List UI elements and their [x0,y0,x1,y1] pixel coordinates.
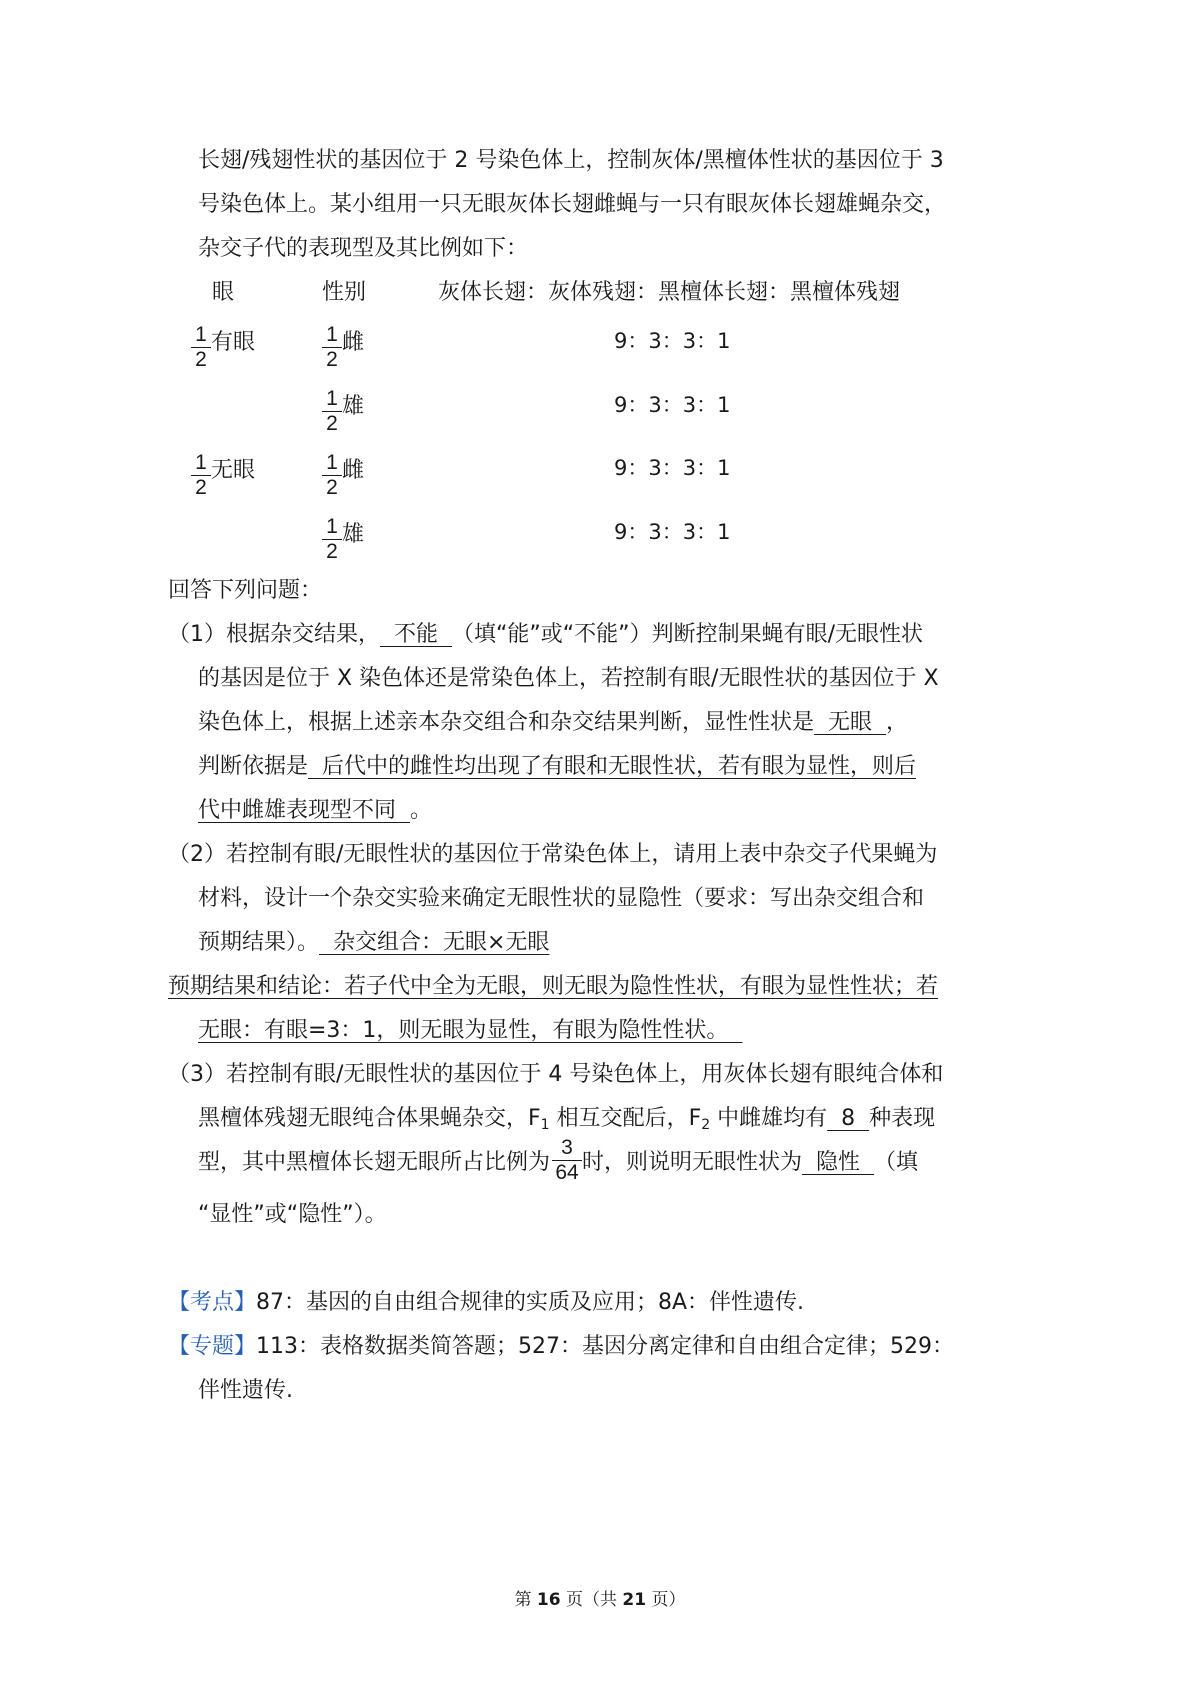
q2-text: 预期结果）。 [198,930,320,955]
fraction-denominator: 2 [326,412,338,435]
q1-answer-1: 不能 [380,622,452,647]
q3-line-4: “显性”或“隐性”）。 [198,1202,387,1227]
fraction-numerator: 3 [561,1136,573,1159]
q2-answer-text: 无眼：有眼=3：1，则无眼为显性，有眼为隐性性状。 [198,1018,743,1043]
q2-answer-2 [168,972,938,1002]
q3-text: （填 [874,1150,919,1175]
footer-text: 页（共 [560,1590,623,1610]
q3-text: 种表现 [869,1106,936,1131]
fraction-numerator: 1 [326,387,338,410]
page-number: 16 [536,1590,561,1610]
q3-line-1: （3）若控制有眼/无眼性状的基因位于 4 号染色体上，用灰体长翅有眼纯合体和 [168,1062,944,1087]
q3-answer-1: 8 [827,1106,870,1131]
q1-text: ， [886,710,909,735]
table-header-eye: 眼 [212,280,235,305]
table-header-sex: 性别 [322,280,367,305]
q1-line-3 [198,708,908,738]
subscript: 2 [701,1117,711,1133]
q1-text: 。 [410,798,433,823]
q3-fraction [552,1138,582,1183]
q2-answer-text: 预期结果和结论：若子代中全为无眼，则无眼为隐性性状，有眼为显性性状；若 [168,974,939,999]
kaodian-text: 87：基因的自由组合规律的实质及应用；8A：伴性遗传. [256,1290,805,1315]
q2-answer-3 [198,1016,742,1046]
fraction-denominator: 64 [555,1161,579,1184]
intro-line-1: 长翅/残翅性状的基因位于 2 号染色体上，控制灰体/黑檀体性状的基因位于 3 [198,148,944,173]
q3-text: 黑檀体残翅无眼纯合体果蝇杂交，F [198,1106,541,1131]
sex-fraction [322,324,342,371]
prompt: 回答下列问题： [168,578,323,603]
kaodian [168,1288,804,1318]
sex-fraction [322,388,342,435]
zhuanti-tag: 【专题】 [168,1334,257,1359]
fraction-numerator: 1 [195,323,207,346]
sex-fraction [322,516,342,563]
q2-line-1: （2）若控制有眼/无眼性状的基因位于常染色体上，请用上表中杂交子代果蝇为 [168,842,938,867]
q3-answer-2: 隐性 [802,1150,875,1175]
q1-answer-2: 无眼 [814,710,886,735]
q2-line-3 [198,928,549,958]
ratio-value: 9：3：3：1 [614,329,731,353]
q1-text: 染色体上，根据上述亲本杂交组合和杂交结果判断，显性性状是 [198,710,815,735]
fraction-numerator: 1 [326,451,338,474]
fraction-denominator: 2 [195,476,207,499]
eye-fraction [191,452,211,499]
footer-text: 页） [646,1590,686,1610]
sex-fraction [322,452,342,499]
q3-text: 中雌雄均有 [710,1106,828,1131]
fraction-denominator: 2 [326,476,338,499]
ratio-value: 9：3：3：1 [614,393,731,417]
eye-label: 无眼 [211,458,256,483]
q1-text: （1）根据杂交结果， [168,622,380,647]
q1-line-4 [198,752,916,782]
fraction-denominator: 2 [195,348,207,371]
sex-label: 雄 [342,394,365,419]
footer-text: 第 [514,1590,537,1610]
fraction-denominator: 2 [326,540,338,563]
q3-text: 相互交配后，F [549,1106,702,1131]
fraction-numerator: 1 [326,323,338,346]
q1-answer-3: 后代中的雌性均出现了有眼和无眼性状，若有眼为显性，则后 [308,754,917,779]
zhuanti [168,1332,954,1362]
q1-answer-3-cont: 代中雌雄表现型不同 [198,798,410,823]
sex-label: 雌 [342,458,365,483]
sex-label: 雌 [342,330,365,355]
zhuanti-text: 113：表格数据类简答题；527：基因分离定律和自由组合定律；529： [256,1334,954,1359]
eye-label: 有眼 [211,330,256,355]
q2-answer-1: 杂交组合：无眼×无眼 [319,930,550,955]
q1-line-1 [168,620,923,650]
q3-text: 时，则说明无眼性状为 [582,1150,803,1175]
q1-text: （填“能”或“不能”）判断控制果蝇有眼/无眼性状 [451,622,923,647]
intro-line-3: 杂交子代的表现型及其比例如下： [198,236,529,261]
page-footer [0,1588,1200,1612]
subscript: 1 [540,1117,550,1133]
sex-label: 雄 [342,522,365,547]
fraction-numerator: 1 [195,451,207,474]
eye-fraction [191,324,211,371]
ratio-value: 9：3：3：1 [614,456,731,480]
q3-text: 型，其中黑檀体长翅无眼所占比例为 [198,1150,551,1175]
kaodian-tag: 【考点】 [168,1290,257,1315]
fraction-denominator: 2 [326,348,338,371]
zhuanti-text-cont: 伴性遗传. [198,1378,293,1403]
table-header-ratio: 灰体长翅：灰体残翅：黑檀体长翅：黑檀体残翅 [438,280,901,305]
page-total: 21 [622,1590,647,1610]
q1-line-5 [198,796,432,826]
intro-line-2: 号染色体上。某小组用一只无眼灰体长翅雌蝇与一只有眼灰体长翅雄蝇杂交， [198,192,947,217]
fraction-numerator: 1 [326,515,338,538]
q2-line-2: 材料，设计一个杂交实验来确定无眼性状的显隐性（要求：写出杂交组合和 [198,886,925,911]
q1-text: 判断依据是 [198,754,309,779]
q1-line-2: 的基因是位于 X 染色体还是常染色体上，若控制有眼/无眼性状的基因位于 X [198,666,939,691]
q3-line-2 [198,1104,935,1134]
ratio-value: 9：3：3：1 [614,520,731,544]
